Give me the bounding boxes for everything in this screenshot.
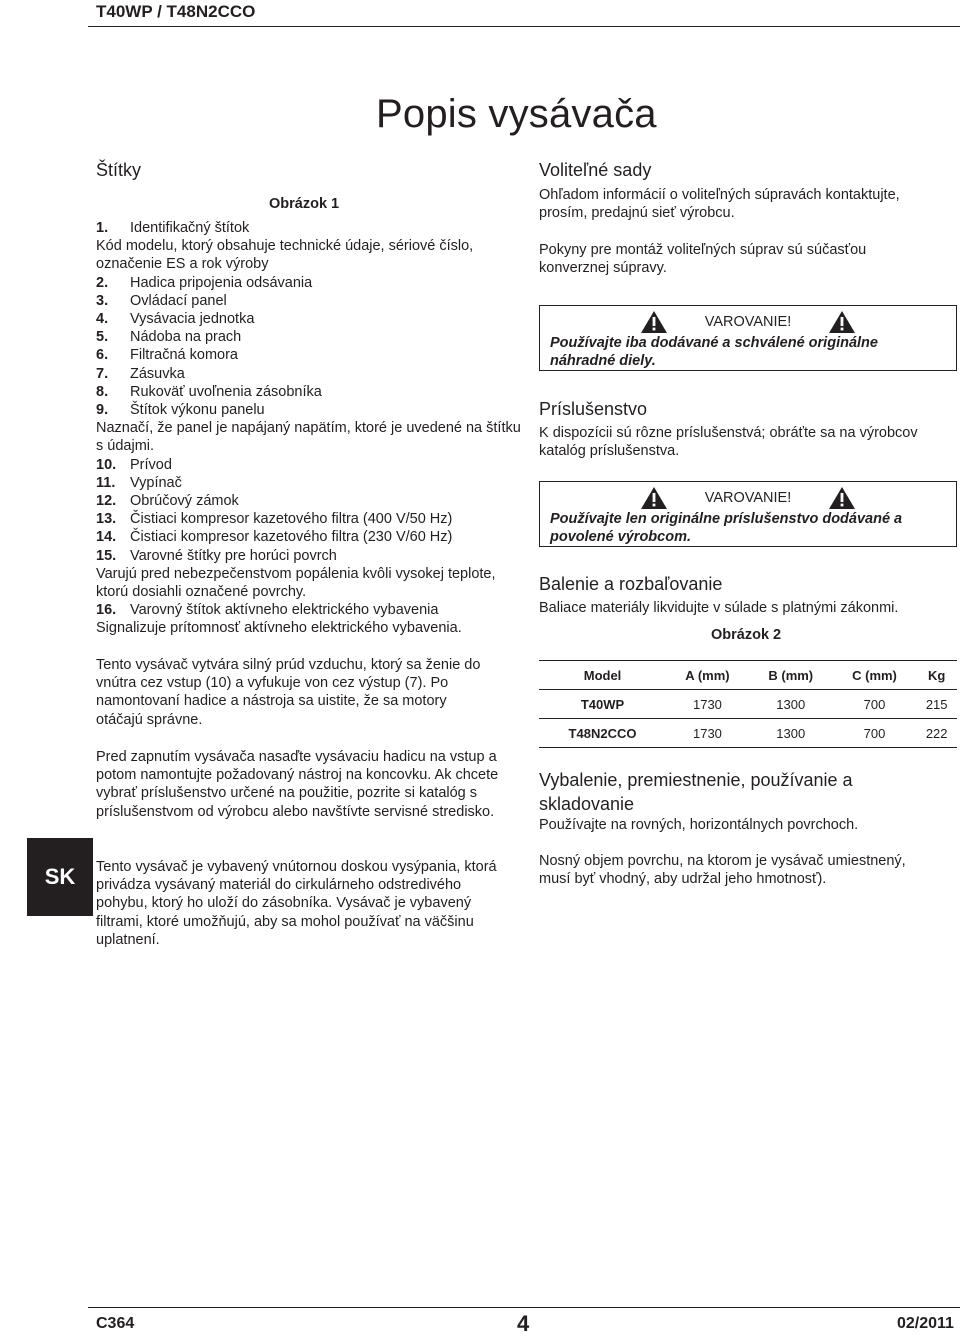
table-cell: 215 — [916, 690, 957, 719]
list-item-text: Obrúčový zámok — [130, 493, 239, 510]
table-cell: T48N2CCO — [539, 719, 666, 748]
table-header-row — [539, 661, 957, 690]
list-item-number: 7. — [96, 365, 109, 382]
table-header-cell: B (mm) — [749, 661, 833, 690]
table-cell: 222 — [916, 719, 957, 748]
list-item — [96, 492, 526, 510]
warning-label: VAROVANIE! — [704, 314, 792, 330]
optional-kits-text-2: Pokyny pre montáž voliteľných súprav sú súčasťou konverznej súpravy. — [539, 242, 867, 277]
warning-text: Používajte iba dodávané a schválené originálne náhradné diely. — [550, 335, 878, 370]
list-item-text: Varovné štítky pre horúci povrch — [130, 547, 337, 564]
table-row — [539, 690, 957, 719]
table-cell: 700 — [833, 690, 917, 719]
warning-triangle-icon — [829, 487, 855, 509]
warning-triangle-icon — [829, 311, 855, 333]
list-item-text: Nádoba na prach — [130, 329, 242, 346]
packaging-title: Balenie a rozbaľovanie — [539, 574, 723, 594]
warning-box-accessories — [539, 481, 957, 547]
list-item-text: Ovládací panel — [130, 292, 227, 309]
list-item-description: Signalizuje prítomnosť aktívneho elektrického vybavenia. — [96, 620, 462, 637]
list-item — [96, 292, 526, 310]
optional-kits-text-1: Ohľadom informácií o voliteľných súpravách kontaktujte, prosím, predajnú sieť výrobcu. — [539, 187, 900, 222]
warning-triangle-icon — [641, 311, 667, 333]
accessories-title: Príslušenstvo — [539, 399, 648, 419]
list-item-number: 4. — [96, 311, 109, 328]
list-item-text: Štítok výkonu panelu — [130, 402, 265, 419]
list-item — [96, 310, 526, 328]
list-item-number: 13. — [96, 511, 117, 528]
packaging-text: Baliace materiály likvidujte v súlade s platnými zákonmi. — [539, 600, 899, 616]
list-item-number: 9. — [96, 402, 109, 419]
paragraph-internal-plate: Tento vysávač je vybavený vnútornou doskou vysýpania, ktorá privádza vysávaný materiál do cirkulárneho odstredivého pohybu, ktorý ho uloží do zásobníka. Vysávač je vybavený filtrami, ktoré umožňujú, aby sa mohol používať na väčšinu uplatnení. — [96, 859, 497, 948]
list-item — [96, 346, 526, 364]
labels-list — [96, 219, 526, 638]
optional-kits-title: Voliteľné sady — [539, 160, 652, 180]
footer-rule — [88, 1307, 960, 1308]
table-header-cell: C (mm) — [833, 661, 917, 690]
labels-section-title: Štítky — [96, 160, 142, 180]
list-item-number: 10. — [96, 456, 117, 473]
table-cell: T40WP — [539, 690, 666, 719]
list-item-text: Vypínač — [130, 474, 182, 491]
list-item-number: 11. — [96, 474, 116, 491]
list-item-description: Naznačí, že panel je napájaný napätím, ktoré je uvedené na štítku s údajmi. — [96, 420, 521, 455]
list-item — [96, 547, 526, 565]
footer-date: 02/2011 — [897, 1315, 954, 1332]
list-item — [96, 274, 526, 292]
list-item-text: Zásuvka — [130, 365, 185, 382]
list-item — [96, 401, 526, 419]
list-item — [96, 474, 526, 492]
unpacking-text-2: Nosný objem povrchu, na ktorom je vysávač umiestnený, musí byť vhodný, aby udržal jeho hmotnosť). — [539, 853, 906, 888]
unpacking-title: Vybalenie, premiestnenie, používanie a skladovanie — [539, 770, 853, 814]
list-item — [96, 528, 526, 546]
paragraph-hose-setup: Pred zapnutím vysávača nasaďte vysávaciu hadicu na vstup a potom namontujte požadovaný nástroj na koncovku. Ak chcete vybrať príslušenstvo určené na použitie, pozrite si katalóg s príslušenstvom od výrobcu alebo navštívte servisné stredisko. — [96, 749, 499, 820]
list-item-number: 15. — [96, 547, 117, 564]
list-item-number: 6. — [96, 347, 109, 364]
list-item-text: Rukoväť uvoľnenia zásobníka — [130, 383, 322, 400]
language-tab-sk: SK — [27, 838, 93, 916]
paragraph-airflow: Tento vysávač vytvára silný prúd vzduchu, ktorý sa ženie do vnútra cez vstup (10) a vyfukuje von cez výstup (7). Po namontovaní hadice a nástroja sa uistite, že sa motory otáčajú správne. — [96, 657, 481, 728]
list-item-text: Varovný štítok aktívneho elektrického vybavenia — [130, 602, 439, 619]
list-item-number: 16. — [96, 602, 117, 619]
table-cell: 1300 — [749, 719, 833, 748]
list-item — [96, 328, 526, 346]
table-cell: 1300 — [749, 690, 833, 719]
list-item-description: Kód modelu, ktorý obsahuje technické údaje, sériové číslo, označenie ES a rok výroby — [96, 238, 474, 273]
table-cell: 1730 — [666, 690, 749, 719]
page-title: Popis vysávača — [376, 92, 657, 136]
table-header-cell: Kg — [916, 661, 957, 690]
list-item — [96, 365, 526, 383]
warning-label: VAROVANIE! — [704, 490, 792, 506]
header-rule — [88, 26, 960, 27]
list-item-text: Čistiaci kompresor kazetového filtra (230 V/60 Hz) — [130, 529, 453, 546]
unpacking-text-1: Používajte na rovných, horizontálnych povrchoch. — [539, 817, 859, 833]
warning-triangle-icon — [641, 487, 667, 509]
list-item-description: Varujú pred nebezpečenstvom popálenia kvôli vysokej teplote, ktorú dosiahli označené povrchy. — [96, 565, 496, 601]
list-item — [96, 456, 526, 474]
table-row — [539, 719, 957, 748]
warning-text: Používajte len originálne príslušenstvo dodávané a povolené výrobcom. — [550, 511, 903, 546]
list-item-text: Filtračná komora — [130, 347, 238, 364]
footer-doc-code: C364 — [96, 1315, 135, 1332]
list-item-text: Identifikačný štítok — [130, 220, 250, 236]
list-item — [96, 601, 526, 619]
list-item — [96, 510, 526, 528]
page-number: 4 — [517, 1311, 530, 1336]
accessories-text: K dispozícii sú rôzne príslušenstvá; obráťte sa na výrobcov katalóg príslušenstva. — [539, 425, 918, 460]
figure-2-caption: Obrázok 2 — [711, 627, 782, 643]
table-header-cell: A (mm) — [666, 661, 749, 690]
list-item — [96, 219, 526, 237]
table-header-cell: Model — [539, 661, 666, 690]
list-item-number: 12. — [96, 493, 117, 510]
warning-box-spare-parts — [539, 305, 957, 371]
dimensions-table — [539, 660, 957, 748]
list-item — [96, 383, 526, 401]
list-item-number: 2. — [96, 274, 109, 291]
list-item-number: 8. — [96, 383, 109, 400]
list-item-number: 3. — [96, 292, 109, 309]
list-item-text: Vysávacia jednotka — [130, 311, 255, 328]
list-item-number: 14. — [96, 529, 117, 546]
list-item-text: Hadica pripojenia odsávania — [130, 274, 313, 291]
table-cell: 700 — [833, 719, 917, 748]
document-header-title: T40WP / T48N2CCO — [96, 2, 256, 21]
list-item-number: 1. — [96, 220, 109, 236]
list-item-text: Čistiaci kompresor kazetového filtra (400 V/50 Hz) — [130, 511, 453, 528]
table-cell: 1730 — [666, 719, 749, 748]
list-item-number: 5. — [96, 329, 109, 346]
list-item-text: Prívod — [130, 456, 172, 473]
figure-1-caption: Obrázok 1 — [269, 196, 340, 212]
